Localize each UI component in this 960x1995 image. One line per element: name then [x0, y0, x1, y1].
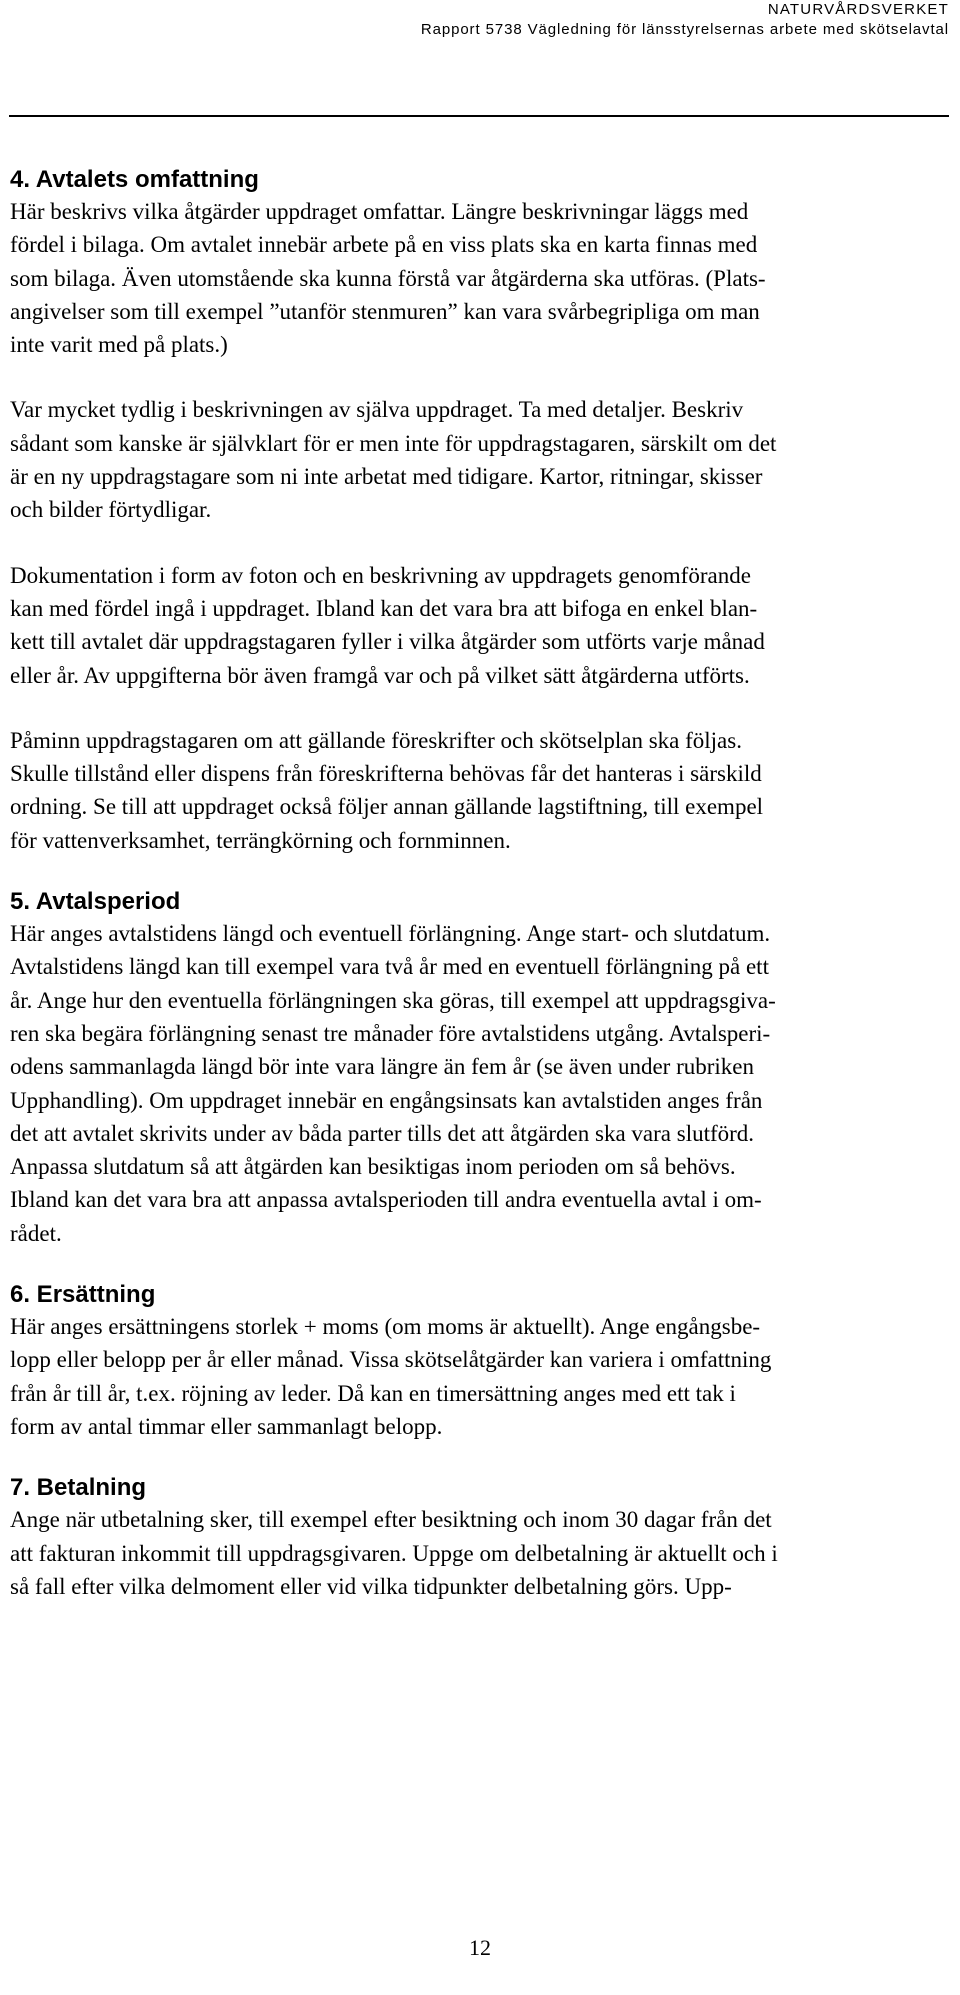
text-line: Avtalstidens längd kan till exempel vara två år med en eventuell förlängning på ett — [10, 954, 769, 980]
text-line: för vattenverksamhet, terrängkörning och fornminnen. — [10, 827, 511, 853]
text-line: att fakturan inkommit till uppdragsgivaren. Uppge om delbetalning är aktuellt och i — [10, 1540, 778, 1566]
text-line: lopp eller belopp per år eller månad. Vissa skötselåtgärder kan variera i omfattning — [10, 1347, 772, 1373]
section-4-paragraph-4 — [10, 724, 950, 857]
text-line: Skulle tillstånd eller dispens från föreskrifterna behövas får det hanteras i särskild — [10, 761, 762, 787]
text-line: Dokumentation i form av foton och en beskrivning av uppdragets genomförande — [10, 562, 751, 588]
text-line: Anpassa slutdatum så att åtgärden kan besiktigas inom perioden om så behövs. — [10, 1154, 736, 1180]
text-line: kett till avtalet där uppdragstagaren fyller i vilka åtgärder som utförts varje månad — [10, 629, 765, 655]
text-line: rådet. — [10, 1220, 62, 1246]
header-org: NATURVÅRDSVERKET — [767, 1, 949, 18]
text-line: år. Ange hur den eventuella förlängningen ska göras, till exempel att uppdragsgiva- — [10, 987, 776, 1013]
section-4-paragraph-1 — [10, 195, 950, 361]
text-line: och bilder förtydligar. — [10, 497, 212, 523]
text-line: så fall efter vilka delmoment eller vid vilka tidpunkter delbetalning görs. Upp- — [10, 1573, 732, 1599]
text-line: Här beskrivs vilka åtgärder uppdraget omfattar. Längre beskrivningar läggs med — [10, 199, 749, 224]
text-line: sådant som kanske är självklart för er men inte för uppdragstagaren, särskilt om det — [10, 430, 777, 456]
text-line: Påminn uppdragstagaren om att gällande föreskrifter och skötselplan ska följas. — [10, 727, 742, 753]
document-body — [10, 165, 950, 1603]
section-6-heading: 6. Ersättning — [10, 1281, 156, 1309]
text-line: som bilaga. Även utomstående ska kunna förstå var åtgärderna ska utföras. (Plats- — [10, 265, 766, 291]
text-line: inte varit med på plats.) — [10, 332, 228, 358]
text-line: eller år. Av uppgifterna bör även framgå var och på vilket sätt åtgärderna utförts. — [10, 662, 750, 688]
section-4-paragraph-3 — [10, 559, 950, 692]
text-line: Här anges ersättningens storlek + moms (om moms är aktuellt). Ange engångsbe- — [10, 1314, 761, 1340]
section-7-paragraph-1 — [10, 1503, 950, 1603]
section-4-paragraph-2 — [10, 393, 950, 526]
text-line: kan med fördel ingå i uppdraget. Ibland kan det vara bra att bifoga en enkel blan- — [10, 595, 758, 621]
text-line: är en ny uppdragstagare som ni inte arbetat med tidigare. Kartor, ritningar, skisser — [10, 464, 763, 490]
text-line: det att avtalet skrivits under av båda parter tills det att åtgärden ska vara slutförd. — [10, 1120, 755, 1146]
section-7-heading: 7. Betalning — [10, 1474, 147, 1502]
text-line: Här anges avtalstidens längd och eventuell förlängning. Ange start- och slutdatum. — [10, 921, 771, 947]
text-line: angivelser som till exempel ”utanför stenmuren” kan vara svårbegripliga om man — [10, 298, 760, 324]
text-line: Ange när utbetalning sker, till exempel efter besiktning och inom 30 dagar från det — [10, 1507, 772, 1533]
text-line: från år till år, t.ex. röjning av leder. Då kan en timersättning anges med ett tak i — [10, 1380, 736, 1406]
section-6-paragraph-1 — [10, 1310, 950, 1443]
text-line: ren ska begära förlängning senast tre månader före avtalstidens utgång. Avtalsperi- — [10, 1020, 771, 1046]
header-rule — [9, 115, 949, 117]
text-line: ordning. Se till att uppdraget också följer annan gällande lagstiftning, till exempel — [10, 794, 764, 820]
section-5-paragraph-1 — [10, 917, 950, 1250]
text-line: odens sammanlagda längd bör inte vara längre än fem år (se även under rubriken — [10, 1054, 755, 1080]
text-line: Ibland kan det vara bra att anpassa avtalsperioden till andra eventuella avtal i om- — [10, 1187, 762, 1213]
text-line: form av antal timmar eller sammanlagt belopp. — [10, 1413, 443, 1439]
text-line: Var mycket tydlig i beskrivningen av själva uppdraget. Ta med detaljer. Beskriv — [10, 397, 744, 423]
text-line: fördel i bilaga. Om avtalet innebär arbete på en viss plats ska en karta finnas med — [10, 232, 758, 258]
section-4-heading: 4. Avtalets omfattning — [10, 166, 259, 193]
page-number: 12 — [469, 1935, 491, 1960]
text-line: Upphandling). Om uppdraget innebär en engångsinsats kan avtalstiden anges från — [10, 1087, 763, 1113]
page-header — [421, 0, 949, 40]
section-5-heading: 5. Avtalsperiod — [10, 888, 181, 916]
header-report-title: Rapport 5738 Vägledning för länsstyrelsernas arbete med skötselavtal — [420, 21, 949, 38]
